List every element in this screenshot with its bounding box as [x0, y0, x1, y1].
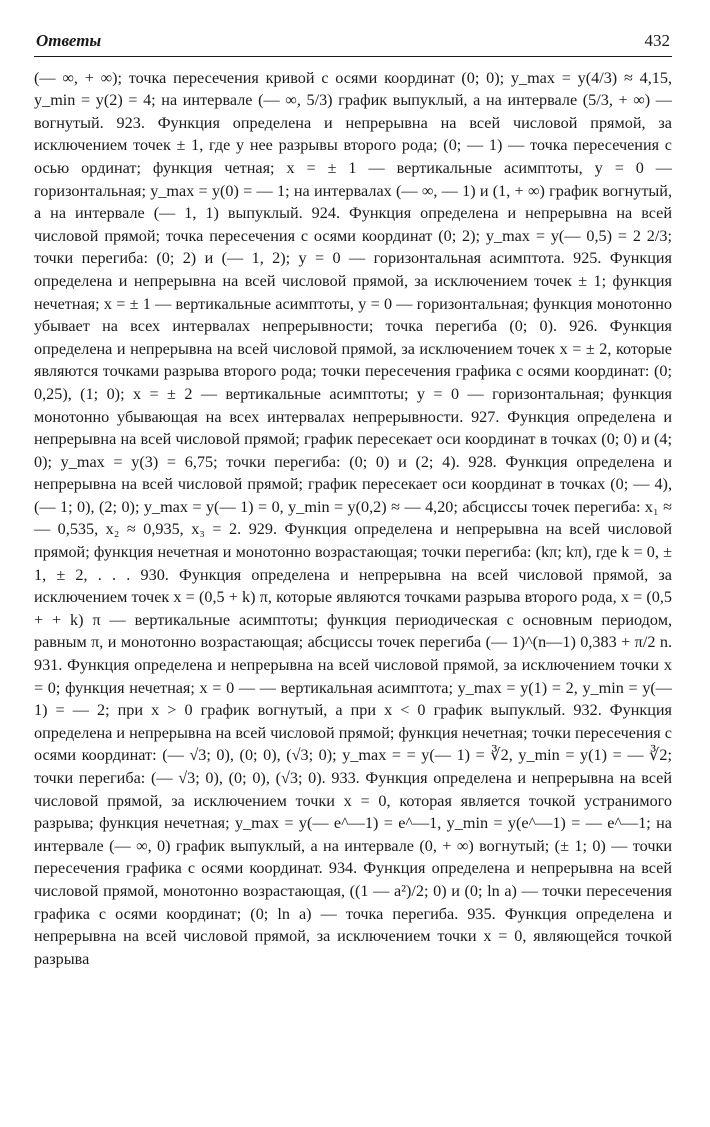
answer-924: 924. Функция определена и непрерывна на всей числовой прямой; точка пересечения с осями координат (0; 2); y_max = y(— 0,5) = 2 2/3; точки перегиба: (0; 2) и (— 1, 2); y = 0 — горизонтальная асимптота.	[34, 204, 672, 268]
answer-922-tail: (— ∞, + ∞); точка пересечения кривой с осями координат (0; 0); y_max = y(4/3) ≈ 4,15, y_min = y(2) = 4; на интервале (— ∞, 5/3) график выпуклый, а на интервале (5/3, + ∞) — вогнутый.	[34, 68, 672, 132]
answer-text-block	[34, 67, 672, 971]
answers-text	[34, 67, 672, 971]
answer-929: 929. Функция определена и непрерывна на всей числовой прямой; функция нечетная и монотонно возрастающая; точки перегиба: (kπ; kπ), где k = 0, ± 1, ± 2, . . .	[34, 520, 672, 584]
answer-926: 926. Функция определена и непрерывна на всей числовой прямой, за исключением точек x = ± 2, которые являются точками разрыва второго рода; точки пересечения графика с осями координат: (0; 0,25), (1; 0); x = ± 2 — вертикальные асимптоты; y = 0 — горизонтальная; функция монотонно убывающая на всех интервалах непрерывности.	[34, 317, 672, 426]
answer-931: 931. Функция определена и непрерывна на всей числовой прямой, за исключением точки x = 0; функция нечетная; x = 0 — — вертикальная асимптота; y_max = y(1) = 2, y_min = y(— 1) = — 2; при x > 0 график вогнутый, а при x < 0 график выпуклый.	[34, 656, 672, 720]
answer-927: 927. Функция определена и непрерывна на всей числовой прямой; график пересекает оси координат в точках (0; 0) и (4; 0); y_max = y(3) = 6,75; точки перегиба: (0; 0) и (2; 4).	[34, 407, 673, 471]
page-number: 432	[644, 31, 670, 50]
answer-928: 928. Функция определена и непрерывна на всей числовой прямой; график пересекает оси координат в точках (0; — 4), (— 1; 0), (2; 0); y_max = y(— 1) = 0, y_min = y(0,2) ≈ — 4,20; абсциссы точек перегиба: x₁ ≈ — 0,535, x₂ ≈ 0,935, x₃ = 2.	[34, 452, 672, 539]
answer-935: 935. Функция определена и непрерывна на всей числовой прямой, за исключением точки x = 0, являющейся точкой разрыва	[34, 904, 672, 968]
answer-923: 923. Функция определена и непрерывна на всей числовой прямой, за исключением точек ± 1, где у нее разрывы второго рода; (0; — 1) — точка пересечения с осью ординат; функция четная; x = ± 1 — вертикальные асимптоты, y = 0 — горизонтальная; y_max = y(0) = — 1; на интервалах (— ∞, — 1) и (1, + ∞) график вогнутый, а на интервале (— 1, 1) выпуклый.	[34, 113, 672, 223]
header-title: Ответы	[36, 31, 102, 50]
running-header	[34, 30, 672, 57]
answer-930: 930. Функция определена и непрерывна на всей числовой прямой, за исключением точек x = (0,5 + k) π, которые являются точками разрыва второго рода, x = (0,5 + + k) π — вертикальные асимптоты; функция периодическая с основным периодом, равным π, и монотонно возрастающая; абсциссы точек перегиба (— 1)^(n—1) 0,383 + π/2 n.	[34, 565, 672, 652]
answer-934: 934. Функция определена и непрерывна на всей числовой прямой, монотонно возрастающая, ((1 — a²)/2; 0) и (0; ln a) — точки пересечения графика с осями координат; (0; ln a) — точка перегиба.	[34, 859, 672, 923]
answer-925: 925. Функция определена и непрерывна на всей числовой прямой, за исключением точек ± 1; функция нечетная; x = ± 1 — вертикальные асимптоты, y = 0 — горизонтальная; функция монотонно убывает на всех интервалах непрерывности; точка перегиба (0; 0).	[34, 249, 672, 336]
answer-933: 933. Функция определена и непрерывна на всей числовой прямой, за исключением точки x = 0, которая является точкой устранимого разрыва; функция нечетная; y_max = y(— e^—1) = e^—1, y_min = y(e^—1) = — e^—1; на интервале (— ∞, 0) график выпуклый, а на интервале (0, + ∞) вогнутый; (± 1; 0) — точки пересечения графика с осями координат.	[34, 769, 672, 878]
answer-932: 932. Функция определена и непрерывна на всей числовой прямой; функция нечетная; точки пересечения с осями координат: (— √3; 0), (0; 0), (√3; 0); y_max = = y(— 1) = ∛2, y_min = y(1) = — ∛2; точки перегиба: (— √3; 0), (0; 0), (√3; 0).	[34, 701, 672, 787]
